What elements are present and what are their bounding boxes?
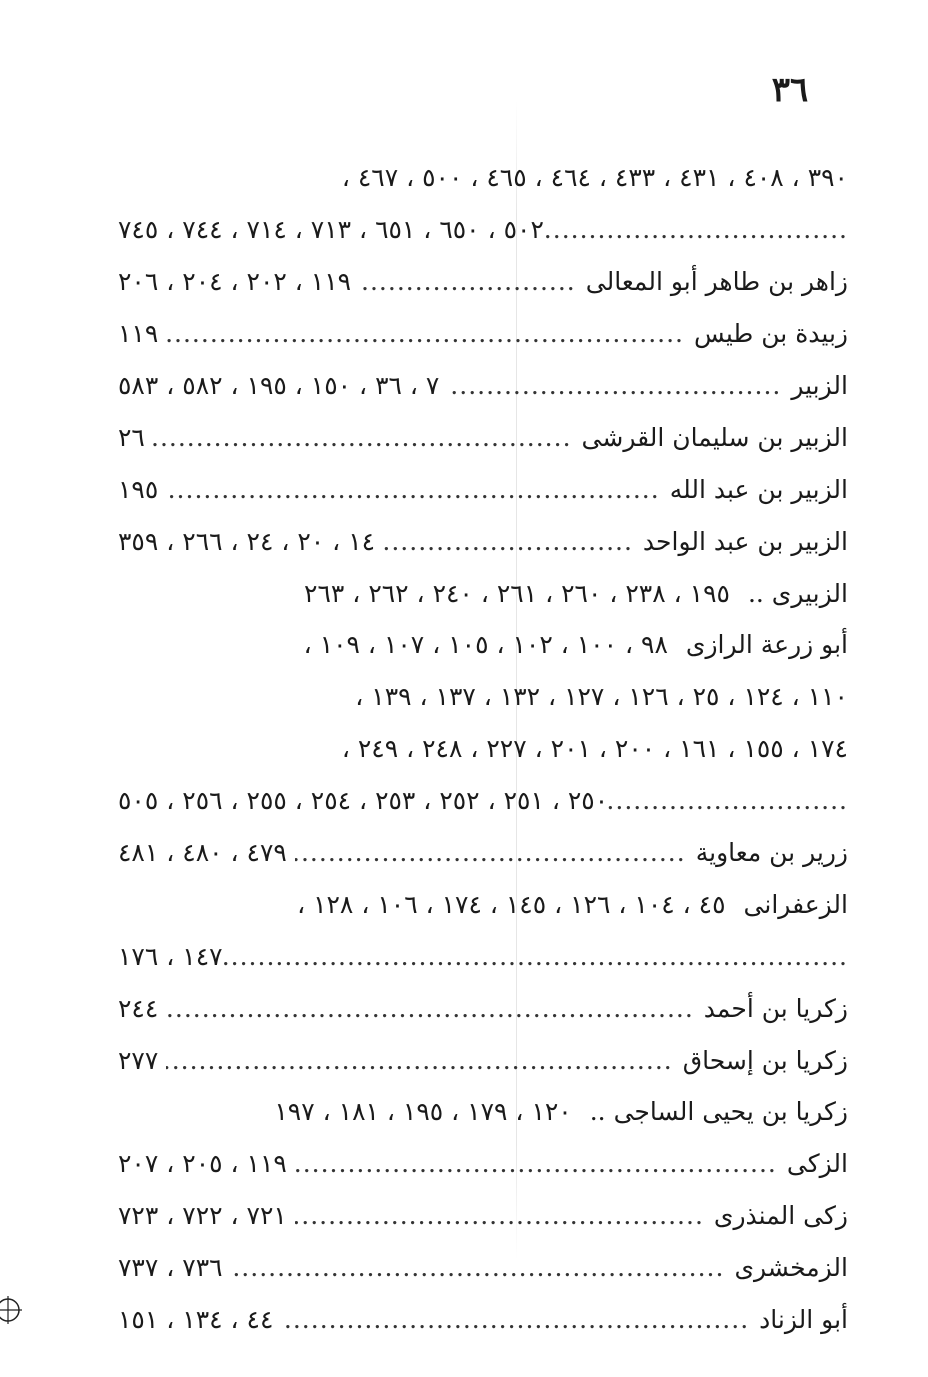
leader-dots <box>383 529 633 554</box>
index-entry <box>118 1086 848 1138</box>
entry-page-numbers: ١١٩ ، ٢٠٥ ، ٢٠٧ <box>118 1149 287 1179</box>
entry-page-numbers: ١٧٤ ، ١٥٥ ، ١٦١ ، ٢٠٠ ، ٢٠١ ، ٢٢٧ ، ٢٤٨ ، ٢٤٩ ، <box>341 734 848 764</box>
index-entry <box>118 619 848 671</box>
entry-page-numbers: ٢٦ <box>118 422 145 452</box>
index-entry <box>118 1034 848 1086</box>
entry-name: زبيدة بن طيس <box>694 319 848 349</box>
index-entry <box>118 723 848 775</box>
index-entry <box>118 671 848 723</box>
entry-page-numbers: ٤٧٩ ، ٤٨٠ ، ٤٨١ <box>118 838 287 868</box>
index-entry <box>118 982 848 1034</box>
index-entry <box>118 878 848 930</box>
leader-dots <box>608 788 848 813</box>
entry-name: زاهر بن طاهر أبو المعالى <box>585 267 848 297</box>
entry-page-numbers: ٢٤٤ <box>118 993 159 1023</box>
entry-page-numbers: ٥٠٢ ، ٦٥٠ ، ٦٥١ ، ٧١٣ ، ٧١٤ ، ٧٤٤ ، ٧٤٥ <box>118 215 544 245</box>
entry-page-numbers: ٢٥٠ ، ٢٥١ ، ٢٥٢ ، ٢٥٣ ، ٢٥٤ ، ٢٥٥ ، ٢٥٦ ، ٥٠٥ <box>118 786 609 816</box>
leader-dots <box>166 477 659 502</box>
index-entry <box>118 1138 848 1190</box>
entry-name: الزكى <box>786 1149 848 1179</box>
entry-page-numbers: ٧ ، ٣٦ ، ١٥٠ ، ١٩٥ ، ٥٨٢ ، ٥٨٣ <box>118 371 440 400</box>
entry-page-numbers: ١١٠ ، ١٢٤ ، ٢٥ ، ١٢٦ ، ١٢٧ ، ١٣٢ ، ١٣٧ ، ١٣٩ ، <box>355 682 848 712</box>
index-entry <box>118 775 848 827</box>
entry-name: زكريا بن يحيى الساجى .. <box>589 1097 848 1127</box>
registration-mark-icon <box>0 1290 30 1330</box>
leader-dots <box>295 1151 777 1176</box>
leader-dots <box>223 944 848 969</box>
entry-name: الزعفرانى <box>743 889 848 919</box>
entry-name: أبو زرعة الرازى <box>685 630 848 660</box>
leader-dots <box>231 1255 725 1280</box>
index-entry <box>118 308 848 360</box>
entry-name: الزبيرى .. <box>747 578 848 608</box>
leader-dots <box>166 1048 672 1073</box>
leader-dots <box>447 373 781 398</box>
index-entry <box>118 515 848 567</box>
leader-dots <box>295 840 686 865</box>
index-entry <box>118 463 848 515</box>
entry-name: زكريا بن إسحاق <box>682 1045 848 1075</box>
entry-page-numbers: ٤٤ ، ١٣٤ ، ١٥١ <box>118 1305 274 1335</box>
entry-page-numbers: ٣٩٠ ، ٤٠٨ ، ٤٣١ ، ٤٣٣ ، ٤٦٤ ، ٤٦٥ ، ٥٠٠ ، ٤٦٧ ، <box>341 163 848 193</box>
entry-name: زرير بن معاوية <box>695 838 848 868</box>
entry-page-numbers: ١١٩ ، ٢٠٢ ، ٢٠٤ ، ٢٠٦ <box>118 267 352 297</box>
index-entry <box>118 1190 848 1242</box>
entry-name: الزبير <box>791 371 848 400</box>
entry-page-numbers: ٢٧٧ <box>118 1045 159 1075</box>
index-entry <box>118 256 848 308</box>
entry-page-numbers: ١٩٥ ، ٢٣٨ ، ٢٦٠ ، ٢٦١ ، ٢٤٠ ، ٢٦٢ ، ٢٦٣ <box>304 578 730 608</box>
entry-page-numbers: ١١٩ <box>118 319 159 349</box>
entry-page-numbers: ١٩٥ <box>118 474 159 504</box>
entry-page-numbers: ١٤ ، ٢٠ ، ٢٤ ، ٢٦٦ ، ٣٥٩ <box>118 526 376 556</box>
leader-dots <box>359 269 576 294</box>
page-number: ٣٦ <box>771 70 809 110</box>
index-entry <box>118 360 848 412</box>
index-entry <box>118 930 848 982</box>
leader-dots <box>295 1203 704 1228</box>
leader-dots <box>166 996 694 1021</box>
index-entry <box>118 152 848 204</box>
leader-dots <box>153 425 572 450</box>
index-entry <box>118 1294 848 1346</box>
entry-page-numbers: ٤٥ ، ١٠٤ ، ١٢٦ ، ١٤٥ ، ١٧٤ ، ١٠٦ ، ١٢٨ ، <box>297 889 726 919</box>
entry-name: الزمخشرى <box>734 1253 848 1283</box>
leader-dots <box>544 217 848 242</box>
entry-name: الزبير بن عبد الله <box>669 474 848 504</box>
entry-page-numbers: ١٤٧ ، ١٧٦ <box>118 941 223 971</box>
index-entry <box>118 827 848 879</box>
entry-name: زكى المنذرى <box>713 1201 848 1231</box>
leader-dots <box>166 321 684 346</box>
entry-name: الزبير بن عبد الواحد <box>642 526 848 556</box>
index-list <box>118 152 848 1345</box>
index-entry <box>118 411 848 463</box>
index-entry <box>118 567 848 619</box>
entry-name: أبو الزناد <box>759 1305 848 1335</box>
index-entry <box>118 1242 848 1294</box>
entry-page-numbers: ٧٣٦ ، ٧٣٧ <box>118 1253 223 1283</box>
index-entry <box>118 204 848 256</box>
entry-name: الزبير بن سليمان القرشى <box>581 422 848 452</box>
entry-name: زكريا بن أحمد <box>703 993 848 1023</box>
entry-page-numbers: ١٢٠ ، ١٧٩ ، ١٩٥ ، ١٨١ ، ١٩٧ <box>274 1097 572 1127</box>
entry-page-numbers: ٧٢١ ، ٧٢٢ ، ٧٢٣ <box>118 1201 287 1231</box>
entry-page-numbers: ٩٨ ، ١٠٠ ، ١٠٢ ، ١٠٥ ، ١٠٧ ، ١٠٩ ، <box>303 630 668 660</box>
leader-dots <box>281 1307 749 1332</box>
